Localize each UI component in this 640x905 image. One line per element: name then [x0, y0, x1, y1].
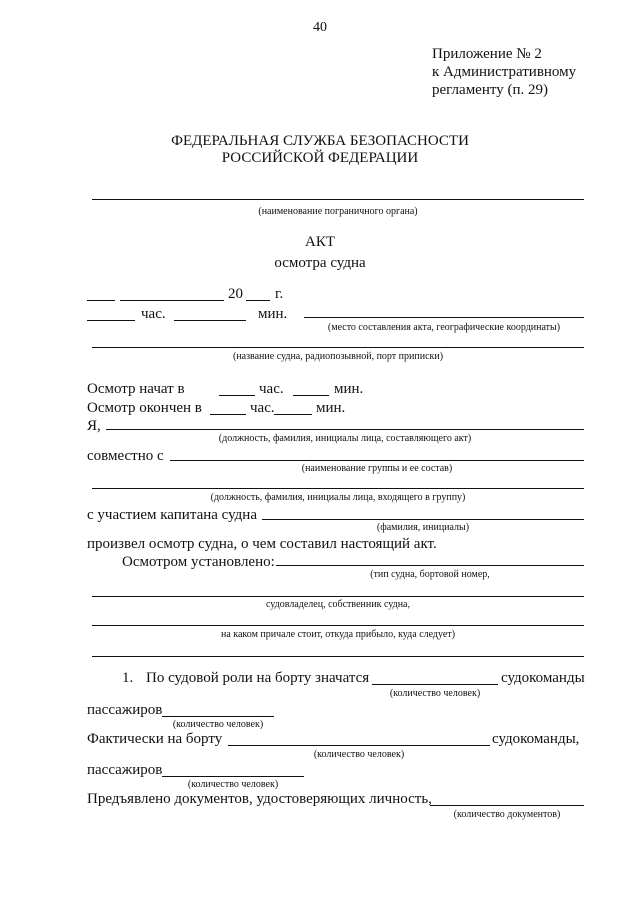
minutes-label: мин.: [258, 306, 288, 322]
actual-crew-caption: (количество человек): [313, 749, 405, 760]
group-member-field[interactable]: [92, 488, 584, 489]
hours-field[interactable]: [87, 320, 135, 321]
end-hours-field[interactable]: [210, 414, 246, 415]
act-title: АКТ: [305, 234, 335, 250]
berth-field[interactable]: [92, 625, 584, 626]
item1-number: 1.: [122, 670, 134, 686]
group-caption: (наименование группы и ее состав): [301, 463, 453, 474]
passengers-count-caption-1: (количество человек): [172, 719, 264, 730]
passengers-count-field-2[interactable]: [162, 776, 304, 777]
documents-label: Предъявлено документов, удостоверяющих личность,: [87, 791, 432, 807]
annex-line-2: к Административному: [432, 64, 577, 80]
captain-label: с участием капитана судна: [87, 507, 257, 523]
crew-count-field[interactable]: [372, 684, 498, 685]
vessel-field[interactable]: [92, 347, 584, 348]
year-field[interactable]: [246, 300, 270, 301]
border-org-caption: (наименование пограничного органа): [258, 206, 418, 217]
start-hours-field[interactable]: [219, 395, 255, 396]
hours-label: час.: [141, 306, 166, 322]
jointly-label: совместно с: [87, 448, 164, 464]
passengers-label-1: пассажиров: [87, 702, 163, 718]
end-minutes-field[interactable]: [274, 414, 312, 415]
crew-label-1: судокоманды: [501, 670, 585, 686]
item1-text: По судовой роли на борту значатся: [146, 670, 370, 686]
established-label: Осмотром установлено:: [122, 554, 275, 570]
day-field[interactable]: [87, 300, 115, 301]
end-label: Осмотр окончен в: [87, 400, 202, 416]
documents-count-caption: (количество документов): [453, 809, 561, 820]
conducted-text: произвел осмотр судна, о чем составил настоящий акт.: [87, 536, 437, 552]
place-caption: (место составления акта, географические координаты): [327, 322, 561, 333]
start-minutes-label: мин.: [334, 381, 364, 397]
compiler-field[interactable]: [106, 429, 584, 430]
start-label: Осмотр начат в: [87, 381, 185, 397]
actual-label: Фактически на борту: [87, 731, 223, 747]
start-hours-label: час.: [259, 381, 284, 397]
documents-count-field[interactable]: [430, 805, 584, 806]
passengers-label-2: пассажиров: [87, 762, 163, 778]
annex-line-3: регламенту (п. 29): [432, 82, 548, 98]
actual-crew-field[interactable]: [228, 745, 490, 746]
border-org-line[interactable]: [92, 199, 584, 200]
passengers-count-field-1[interactable]: [162, 716, 274, 717]
ship-type-caption: (тип судна, бортовой номер,: [370, 569, 490, 580]
month-field[interactable]: [120, 300, 224, 301]
end-minutes-label: мин.: [316, 400, 346, 416]
year-suffix: г.: [275, 286, 284, 302]
captain-field[interactable]: [262, 519, 584, 520]
agency-name-line-1: ФЕДЕРАЛЬНАЯ СЛУЖБА БЕЗОПАСНОСТИ: [171, 133, 469, 149]
i-label: Я,: [87, 418, 101, 434]
place-field[interactable]: [304, 317, 584, 318]
extra-line[interactable]: [92, 656, 584, 657]
end-hours-label: час.: [250, 400, 275, 416]
page-number: 40: [313, 20, 327, 35]
group-member-caption: (должность, фамилия, инициалы лица, входящего в группу): [210, 492, 466, 503]
owner-caption: судовладелец, собственник судна,: [266, 599, 410, 610]
passengers-count-caption-2: (количество человек): [187, 779, 279, 790]
start-minutes-field[interactable]: [293, 395, 329, 396]
agency-name-line-2: РОССИЙСКОЙ ФЕДЕРАЦИИ: [221, 150, 419, 166]
minutes-field[interactable]: [174, 320, 246, 321]
compiler-caption: (должность, фамилия, инициалы лица, составляющего акт): [218, 433, 472, 444]
owner-field[interactable]: [92, 596, 584, 597]
vessel-caption: (название судна, радиопозывной, порт приписки): [232, 351, 444, 362]
crew-label-2: судокоманды,: [492, 731, 580, 747]
ship-type-field[interactable]: [276, 565, 584, 566]
year-prefix: 20: [228, 286, 243, 302]
captain-caption: (фамилия, инициалы): [376, 522, 470, 533]
crew-count-caption: (количество человек): [389, 688, 481, 699]
act-subtitle: осмотра судна: [274, 255, 366, 271]
annex-line-1: Приложение № 2: [432, 46, 542, 62]
berth-caption: на каком причале стоит, откуда прибыло, куда следует): [220, 629, 456, 640]
group-field[interactable]: [170, 460, 584, 461]
